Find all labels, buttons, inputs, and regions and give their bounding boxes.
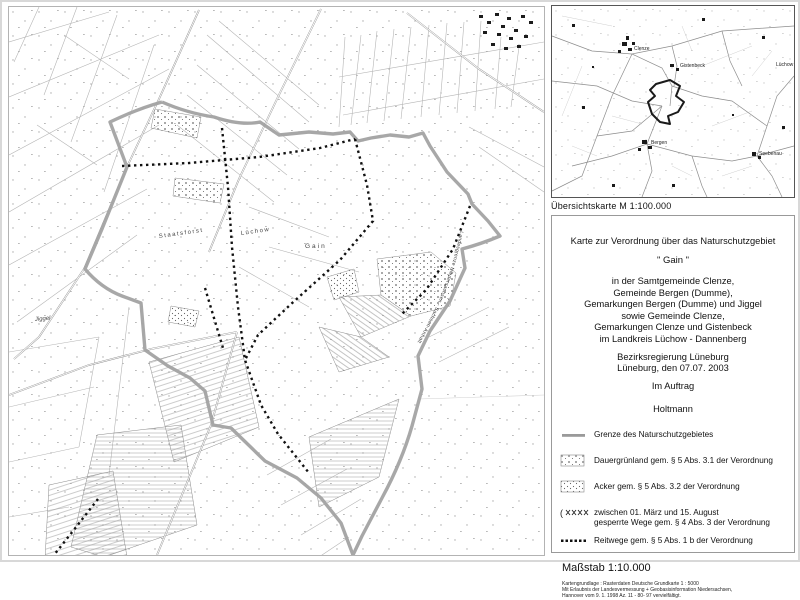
overview-label-seebenau: Seebenau [759,151,782,157]
label-luechow: Lüchow [240,226,271,237]
authority-line: Bezirksregierung Lüneburg [617,352,729,362]
municipality-line: in der Samtgemeinde Clenze, [611,276,735,286]
date-line: Lüneburg, den 07.07. 2003 [617,363,729,373]
legend-row-closed-paths [560,506,786,527]
reserve-name: " Gain " [656,255,690,266]
attribution [562,581,786,600]
legend-row-grassland [560,454,786,473]
legend-label: Grenze des Naturschutzgebietes [594,430,714,439]
legend-label: Acker gem. § 5 Abs. 3.2 der Verordnung [594,482,740,491]
overview-map-drawing [552,6,794,197]
scale-label: Maßstab 1:10.000 [562,562,651,574]
closed-path-symbol [560,506,594,525]
legend-label: Dauergrünland gem. § 5 Abs. 3.1 der Verordnung [594,456,773,465]
grassland-swatch-symbol [560,454,594,473]
map-title: Karte zur Verordnung über das Naturschutzgebiet [570,236,776,246]
legend-label: zwischen 01. März und 15. August [594,508,719,517]
municipality-line: im Landkreis Lüchow - Dannenberg [599,333,747,344]
legend-row-riding-paths [560,534,786,553]
attribution-line: Mit Erlaubnis der Landesvermessung + Geobasisinformation Niedersachsen, [562,587,733,594]
municipality-line: Gemeinde Bergen (Dumme), [613,287,733,298]
legend-label: Reitwege gem. § 5 Abs. 1 b der Verordnung [594,536,753,545]
municipality-block [560,276,786,345]
boundary-line-symbol [560,428,594,447]
legend-row-boundary [560,428,786,447]
overview-map-panel [551,5,795,198]
field-swatch-symbol [560,480,594,499]
label-gain: Gain [305,243,327,250]
overview-label-gistenbeck: Gistenbeck [680,63,706,69]
main-map-panel [8,6,545,556]
label-staatsforst: Staatsforst [158,227,205,240]
municipality-line: Gemarkungen Bergen (Dumme) und Jiggel [584,299,762,309]
municipality-line: sowie Gemeinde Clenze, [621,310,725,321]
overview-caption: Übersichtskarte M 1:100.000 [551,201,672,211]
label-landesgrenze: Landesgrenze Niedersachsen - Sachsen-Anhalt [415,230,465,345]
signature: Holtmann [653,404,693,414]
municipality-line: Gemarkungen Clenze und Gistenbeck [594,322,752,332]
svg-text:(: ( [560,508,563,518]
attribution-line: Hannover vom 9. 1. 1998 Az. 11 - 80- 97 vervielfältigt. [562,593,681,600]
attribution-line: Kartengrundlage : Rasterdaten Deutsche Grundkarte 1 : 5000 [562,581,699,587]
order-line: Im Auftrag [651,381,695,391]
legend-label-line2: gesperrte Wege gem. § 4 Abs. 3 der Verordnung [594,517,770,527]
overview-label-clenze: Clenze [634,46,650,52]
legend-row-field [560,480,786,499]
overview-label-bergen: Bergen [651,140,668,146]
main-map-drawing [9,7,544,555]
dotted-line-symbol [560,534,594,553]
overview-label-luechow: Lüchow [776,62,794,68]
info-box [551,215,795,600]
legend [560,428,786,553]
label-jiggel: Jiggel [34,315,51,323]
